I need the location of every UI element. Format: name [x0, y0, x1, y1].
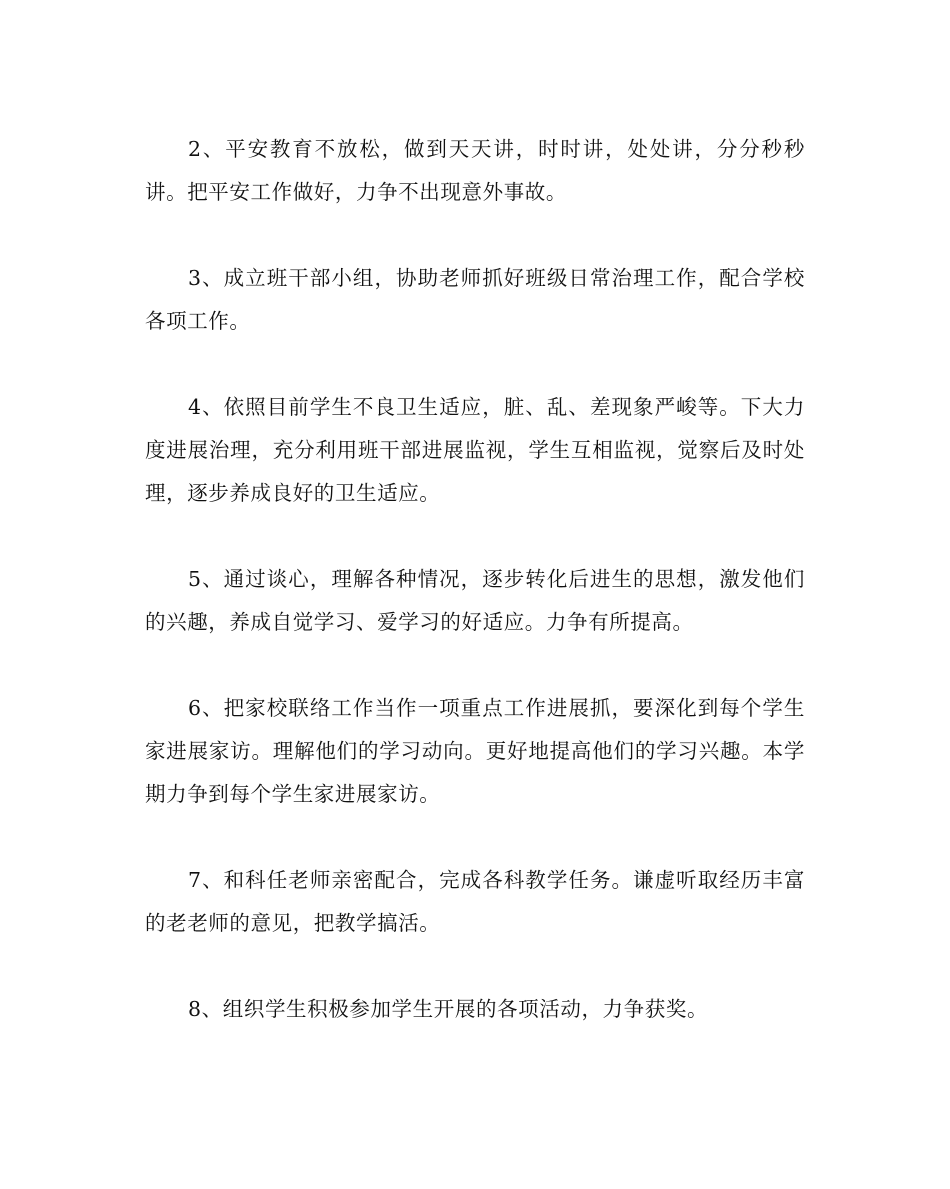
paragraph-item-8: 8、组织学生积极参加学生开展的各项活动，力争获奖。 — [188, 997, 709, 1021]
paragraph-item-7: 7、和科任老师亲密配合，完成各科教学任务。谦虚听取经历丰富的老老师的意见，把教学搞活。 — [145, 868, 805, 935]
paragraph-item-4: 4、依照目前学生不良卫生适应，脏、乱、差现象严峻等。下大力度进展治理，充分利用班干部进展监视，学生互相监视，觉察后及时处理，逐步养成良好的卫生适应。 — [145, 395, 805, 505]
paragraph-item-2: 2、平安教育不放松，做到天天讲，时时讲，处处讲，分分秒秒讲。把平安工作做好，力争不出现意外事故。 — [145, 137, 805, 204]
paragraph-item-3: 3、成立班干部小组，协助老师抓好班级日常治理工作，配合学校各项工作。 — [145, 266, 805, 333]
paragraph-item-6: 6、把家校联络工作当作一项重点工作进展抓，要深化到每个学生家进展家访。理解他们的学习动向。更好地提高他们的学习兴趣。本学期力争到每个学生家进展家访。 — [145, 696, 805, 806]
document-body — [145, 128, 805, 1074]
paragraph-item-5: 5、通过谈心，理解各种情况，逐步转化后进生的思想，激发他们的兴趣，养成自觉学习、爱学习的好适应。力争有所提高。 — [145, 567, 805, 634]
